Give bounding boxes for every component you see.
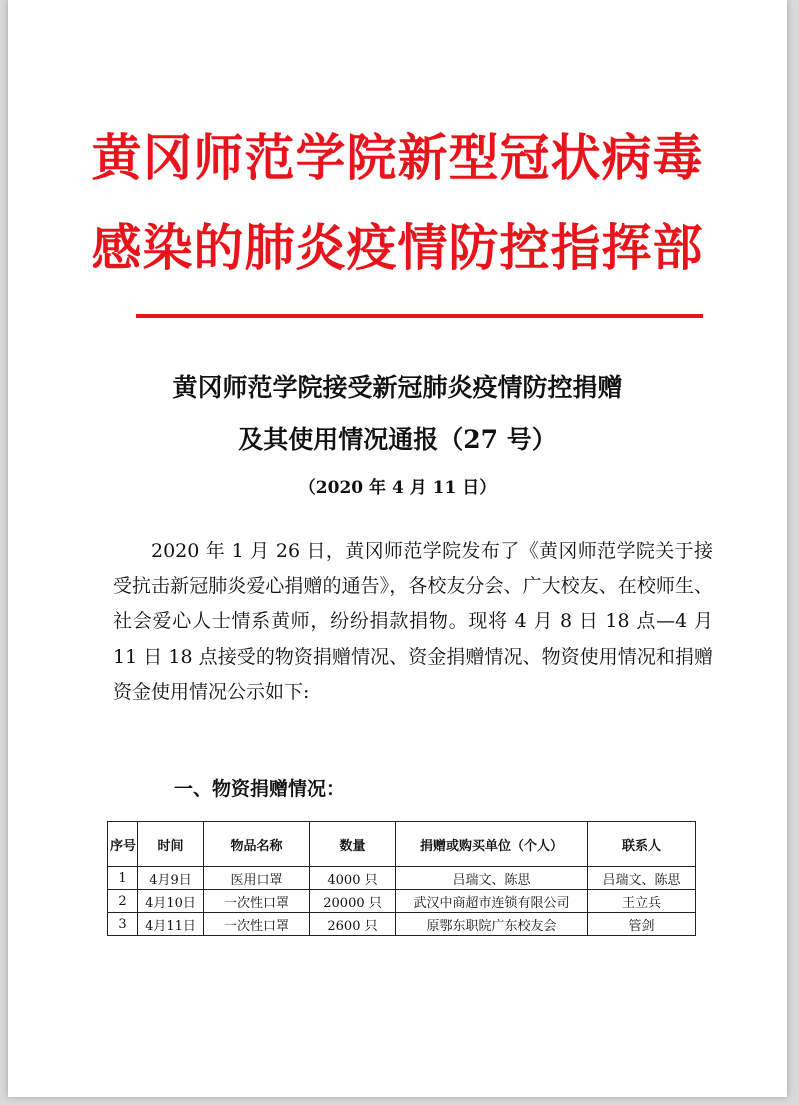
cell-quantity: 2600 只 bbox=[310, 913, 396, 936]
cell-time: 4月9日 bbox=[138, 867, 204, 890]
header-item: 物品名称 bbox=[204, 822, 310, 867]
header-time: 时间 bbox=[138, 822, 204, 867]
cell-donor: 吕瑞文、陈思 bbox=[396, 867, 588, 890]
document-date: （2020 年 4 月 11 日） bbox=[298, 478, 497, 498]
donation-table bbox=[107, 821, 696, 936]
table-header-row bbox=[108, 822, 696, 867]
cell-time: 4月10日 bbox=[138, 890, 204, 913]
cell-no: 3 bbox=[108, 913, 138, 936]
table-row bbox=[108, 890, 696, 913]
cell-no: 2 bbox=[108, 890, 138, 913]
cell-item: 一次性口罩 bbox=[204, 890, 310, 913]
section-heading-supplies: 一、物资捐赠情况： bbox=[174, 778, 346, 800]
document-page bbox=[8, 0, 787, 1097]
cell-item: 医用口罩 bbox=[204, 867, 310, 890]
letterhead-line-1: 黄冈师范学院新型冠状病毒 bbox=[91, 129, 704, 187]
header-no: 序号 bbox=[108, 822, 138, 867]
cell-contact: 王立兵 bbox=[588, 890, 696, 913]
table-row bbox=[108, 867, 696, 890]
header-quantity: 数量 bbox=[310, 822, 396, 867]
header-donor: 捐赠或购买单位（个人） bbox=[396, 822, 588, 867]
cell-quantity: 20000 只 bbox=[310, 890, 396, 913]
cell-item: 一次性口罩 bbox=[204, 913, 310, 936]
body-paragraph: 2020 年 1 月 26 日，黄冈师范学院发布了《黄冈师范学院关于接受抗击新冠肺炎爱心捐赠的通告》，各校友分会、广大校友、在校师生、社会爱心人士情系黄师，纷纷捐款捐物。现将 4 月 8 日 18 点—4 月 11 日 18 点接受的物资捐赠情况、资金捐赠情况、物资使用情况和捐赠资金使用情况公示如下: bbox=[113, 540, 713, 703]
cell-donor: 原鄂东职院广东校友会 bbox=[396, 913, 588, 936]
document-title-line-2: 及其使用情况通报（27 号） bbox=[238, 425, 557, 454]
letterhead-red-rule bbox=[136, 314, 703, 318]
cell-contact: 吕瑞文、陈思 bbox=[588, 867, 696, 890]
cell-no: 1 bbox=[108, 867, 138, 890]
table-row bbox=[108, 913, 696, 936]
document-title-line-1: 黄冈师范学院接受新冠肺炎疫情防控捐赠 bbox=[172, 373, 623, 402]
header-contact: 联系人 bbox=[588, 822, 696, 867]
letterhead-line-2: 感染的肺炎疫情防控指挥部 bbox=[91, 219, 704, 277]
cell-quantity: 4000 只 bbox=[310, 867, 396, 890]
cell-contact: 管剑 bbox=[588, 913, 696, 936]
cell-time: 4月11日 bbox=[138, 913, 204, 936]
cell-donor: 武汉中商超市连锁有限公司 bbox=[396, 890, 588, 913]
